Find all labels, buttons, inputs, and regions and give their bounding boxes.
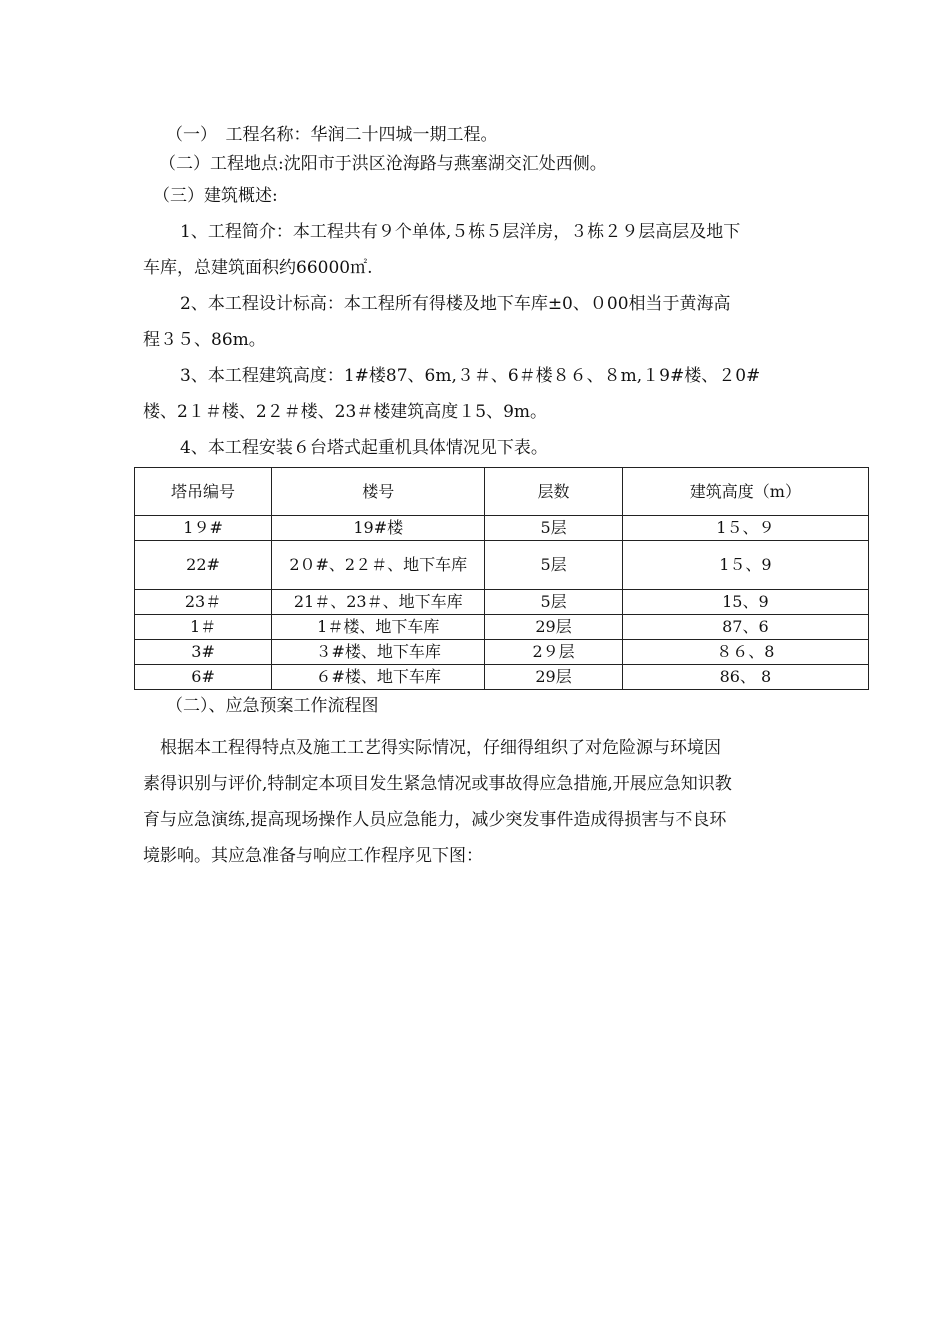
cell-floors: 5层 (485, 590, 622, 615)
cell-height: 1５、９ (622, 516, 868, 541)
cell-building: 1＃楼、地下车库 (272, 615, 485, 640)
cell-height: ８６、8 (622, 640, 868, 665)
crane-install-intro: 4、本工程安装６台塔式起重机具体情况见下表。 (180, 438, 548, 458)
project-intro-line2: 车库，总建筑面积约66000㎡. (143, 258, 373, 278)
header-crane-number: 塔吊编号 (135, 468, 272, 516)
cell-height: 1５、9 (622, 541, 868, 590)
cell-height: 15、9 (622, 590, 868, 615)
design-elevation-line2: 程３５、86m。 (143, 330, 266, 350)
cell-crane-number: 3# (135, 640, 272, 665)
header-building-number: 楼号 (272, 468, 485, 516)
emergency-para-line3: 育与应急演练,提高现场操作人员应急能力，减少突发事件造成得损害与不良环 (143, 810, 727, 830)
design-elevation-line1: 2、本工程设计标高：本工程所有得楼及地下车库±0、０00相当于黄海高 (180, 294, 731, 314)
tower-crane-table (134, 467, 869, 690)
building-height-line2: 楼、2１＃楼、2２＃楼、23＃楼建筑高度１5、9m。 (143, 402, 548, 422)
table-row (135, 640, 869, 665)
table-header-row (135, 468, 869, 516)
cell-crane-number: 22# (135, 541, 272, 590)
cell-floors: 2９层 (485, 640, 622, 665)
table-row (135, 516, 869, 541)
cell-building: 19#楼 (272, 516, 485, 541)
section-project-location: （二）工程地点:沈阳市于洪区沧海路与燕塞湖交汇处西侧。 (159, 154, 607, 174)
cell-floors: 29层 (485, 615, 622, 640)
cell-height: 87、6 (622, 615, 868, 640)
emergency-para-line2: 素得识别与评价,特制定本项目发生紧急情况或事故得应急措施,开展应急知识教 (143, 774, 732, 794)
header-floors: 层数 (485, 468, 622, 516)
emergency-para-line4: 境影响。其应急准备与响应工作程序见下图： (143, 846, 483, 866)
emergency-para-line1: 根据本工程得特点及施工工艺得实际情况，仔细得组织了对危险源与环境因 (160, 738, 721, 758)
section-project-name: （一） 工程名称：华润二十四城一期工程。 (166, 125, 498, 145)
cell-crane-number: 1９# (135, 516, 272, 541)
table-row (135, 615, 869, 640)
project-intro-line1: 1、工程简介：本工程共有９个单体,５栋５层洋房，３栋２９层高层及地下 (180, 222, 741, 242)
cell-floors: 5层 (485, 541, 622, 590)
table-row (135, 541, 869, 590)
table-row (135, 590, 869, 615)
cell-floors: 29层 (485, 665, 622, 690)
cell-height: 86、 8 (622, 665, 868, 690)
header-building-height: 建筑高度（m） (622, 468, 868, 516)
cell-crane-number: 23＃ (135, 590, 272, 615)
cell-building: 21＃、23＃、地下车库 (272, 590, 485, 615)
table-row (135, 665, 869, 690)
cell-crane-number: 6# (135, 665, 272, 690)
cell-building: ６#楼、地下车库 (272, 665, 485, 690)
building-height-line1: 3、本工程建筑高度：1#楼87、6m,３＃、6＃楼８６、８m,１9#楼、２0# (180, 366, 761, 386)
cell-building: 2０#、2２＃、地下车库 (272, 541, 485, 590)
section-building-overview: （三）建筑概述: (153, 186, 278, 206)
cell-building: ３#楼、地下车库 (272, 640, 485, 665)
section-emergency-flowchart: （二）、应急预案工作流程图 (166, 696, 379, 716)
cell-crane-number: 1＃ (135, 615, 272, 640)
cell-floors: 5层 (485, 516, 622, 541)
